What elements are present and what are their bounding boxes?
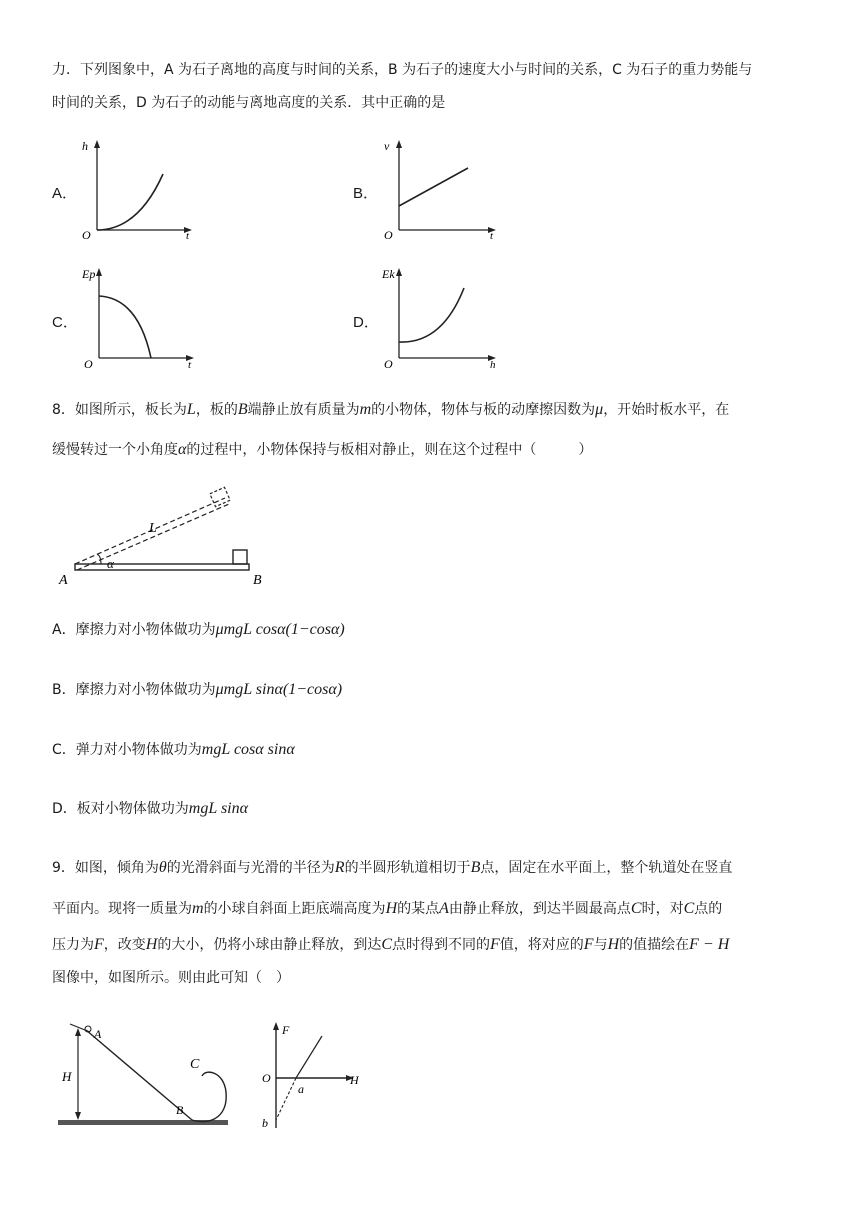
- q8-option-a: A．摩擦力对小物体做功为μmgL cosα(1−cosα): [52, 621, 345, 638]
- q9-fig-A: A: [94, 1027, 102, 1041]
- q9-graph-b: b: [262, 1116, 268, 1130]
- q9-fig-B: B: [176, 1103, 184, 1117]
- q7-graph-a: [78, 138, 198, 243]
- q9-fig-C: C: [190, 1057, 200, 1072]
- q8-fig-alpha: α: [107, 556, 114, 571]
- q7-a-y-label: h: [82, 139, 88, 153]
- q8-text-line2: 缓慢转过一个小角度α的过程中，小物体保持与板相对静止，则在这个过程中（ ）: [52, 441, 593, 458]
- q9-graph-O: O: [262, 1071, 271, 1085]
- q9-figure-track: [56, 1018, 246, 1133]
- q7-c-x-label: t: [188, 359, 192, 370]
- q8-text-line1: 8．如图所示，板长为L，板的B端静止放有质量为m的小物体，物体与板的动摩擦因数为μ，开始时板水平，在: [52, 401, 730, 418]
- q7-option-b-label: B．: [353, 185, 379, 202]
- q9-text-line3: 压力为F，改变H的大小，仍将小球由静止释放，到达C点时得到不同的F值，将对应的F与H的值描绘在F − H: [52, 936, 730, 953]
- q8-option-c: C．弹力对小物体做功为mgL cosα sinα: [52, 741, 295, 758]
- q7-c-y-label: Ep: [82, 267, 96, 281]
- q8-option-d: D．板对小物体做功为mgL sinα: [52, 800, 249, 817]
- q9-text-line4: 图像中，如图所示。则由此可知（ ）: [52, 970, 290, 986]
- q7-b-y-label: v: [384, 139, 390, 153]
- q9-text-line2: 平面内。现将一质量为m的小球自斜面上距底端高度为H的某点A由静止释放，到达半圆最高点C时，对C点的: [52, 900, 723, 917]
- q7-a-origin: O: [82, 228, 91, 242]
- q7-d-x-label: h: [490, 359, 496, 370]
- q7-a-x-label: t: [186, 230, 190, 242]
- q9-fig-H: H: [62, 1069, 72, 1084]
- q7-graph-c: [80, 262, 200, 370]
- q7-option-a-label: A．: [52, 185, 78, 202]
- q9-graph-f-h: [256, 1016, 368, 1136]
- q7-graph-b: [380, 138, 505, 243]
- q7-d-y-label: Ek: [382, 267, 395, 281]
- q8-fig-A: A: [59, 573, 68, 588]
- q8-option-b: B．摩擦力对小物体做功为μmgL sinα(1−cosα): [52, 681, 343, 698]
- q7-b-x-label: t: [490, 230, 494, 242]
- q9-graph-a: a: [298, 1082, 304, 1096]
- q9-graph-H: H: [350, 1073, 359, 1087]
- q7-option-c-label: C．: [52, 314, 78, 331]
- q7-c-origin: O: [84, 357, 93, 370]
- q9-graph-F: F: [282, 1023, 290, 1037]
- q7-graph-d: [380, 262, 505, 370]
- q7-b-origin: O: [384, 228, 393, 242]
- q7-text-line1: 力．下列图象中，A 为石子离地的高度与时间的关系，B 为石子的速度大小与时间的关系，C 为石子的重力势能与: [52, 62, 753, 78]
- q8-fig-B: B: [253, 573, 262, 588]
- q7-text-line2: 时间的关系，D 为石子的动能与离地高度的关系．其中正确的是: [52, 95, 446, 111]
- q9-text-line1: 9．如图，倾角为θ的光滑斜面与光滑的半径为R的半圆形轨道相切于B点，固定在水平面上，整个轨道处在竖直: [52, 859, 733, 876]
- q8-fig-L: L: [149, 521, 157, 536]
- q7-d-origin: O: [384, 357, 393, 370]
- q7-option-d-label: D．: [353, 314, 379, 331]
- q8-figure-incline-board: [55, 486, 275, 588]
